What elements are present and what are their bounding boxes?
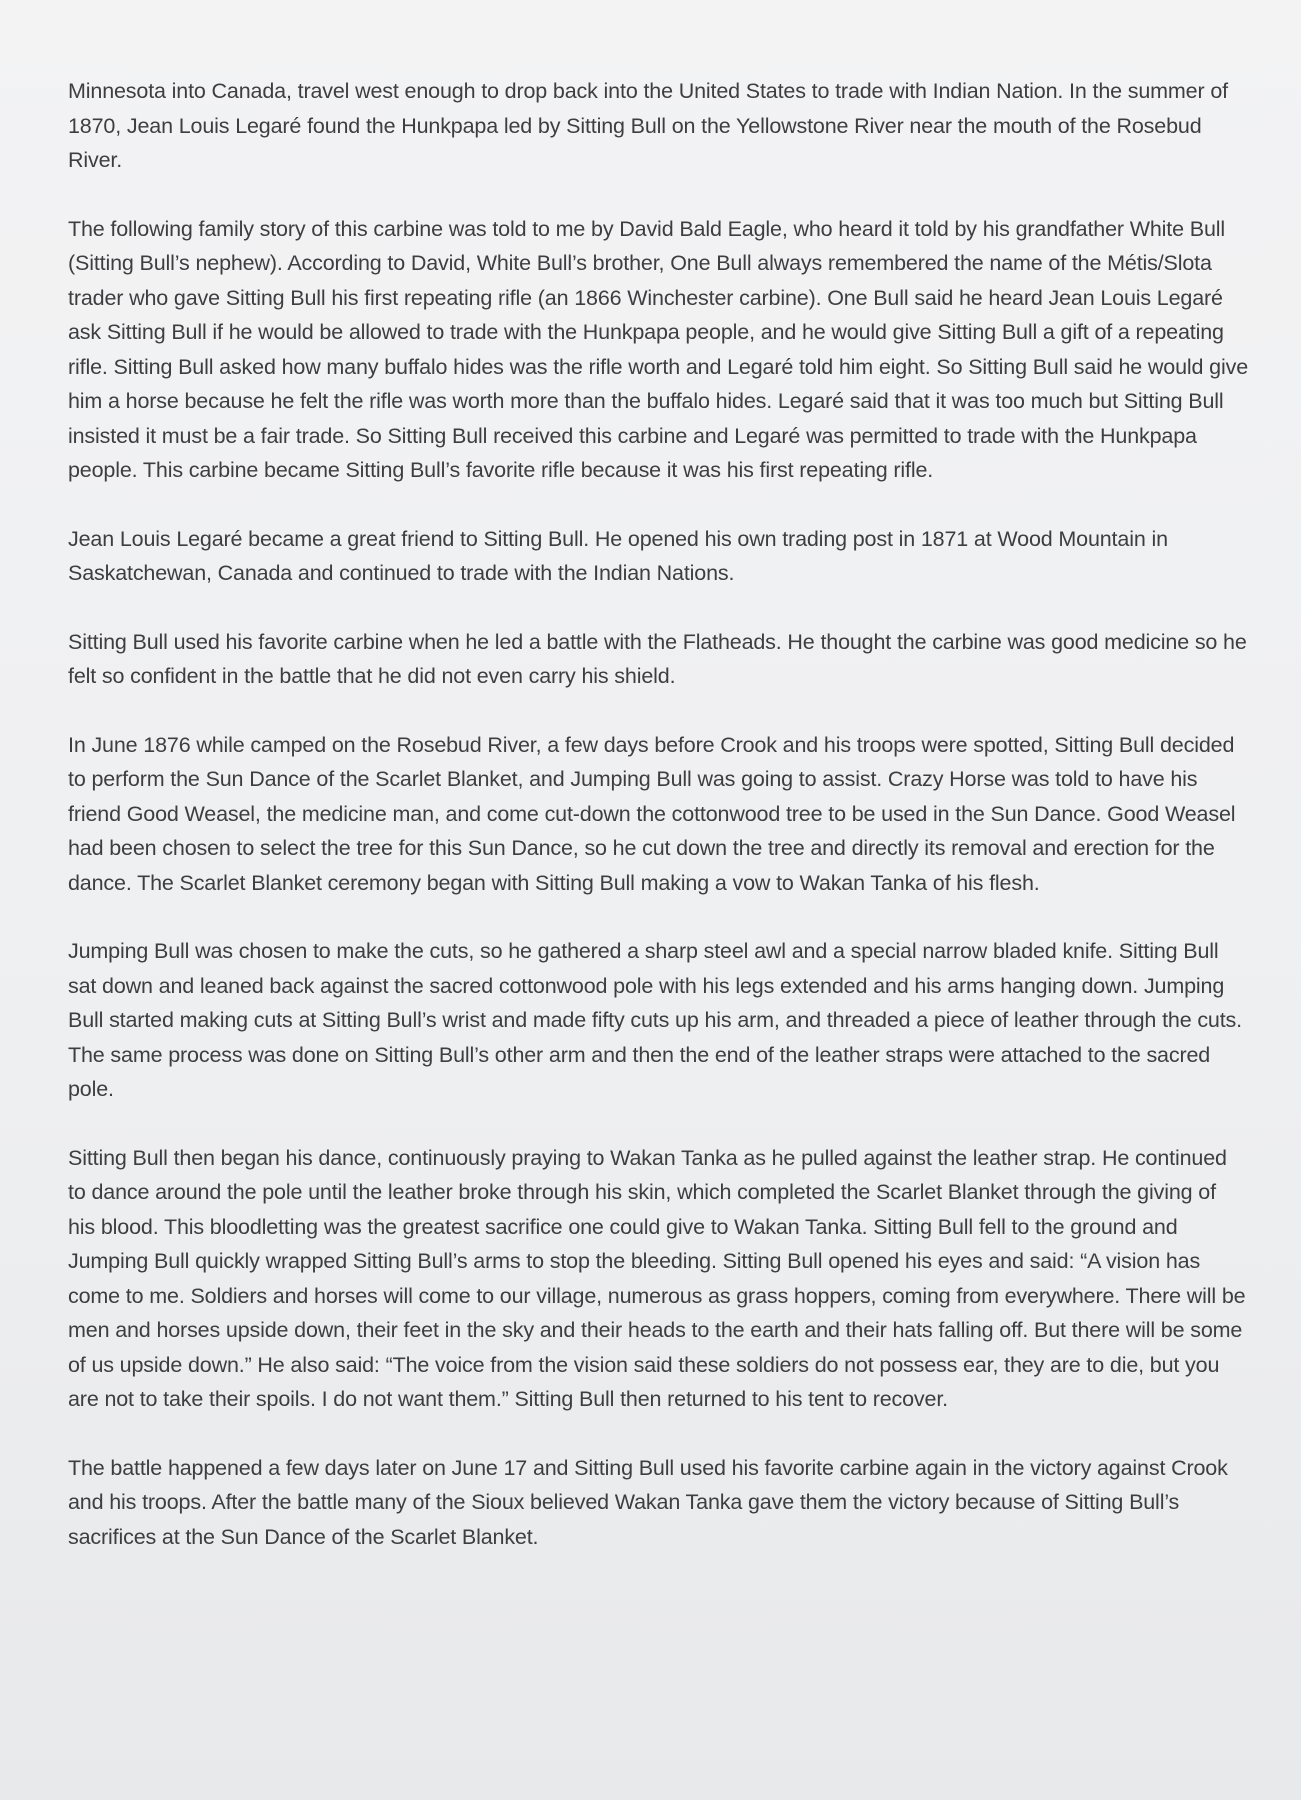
paragraph-cuts: Jumping Bull was chosen to make the cuts, so he gathered a sharp steel awl and a special narrow bladed knife. Sitting Bull sat down and leaned back against the sacred cottonwood pole with his legs extended and his arms hanging down. Jumping Bull started making cuts at Sitting Bull’s wrist and made fifty cuts up his arm, and threaded a piece of leather through the cuts. The same process was done on Sitting Bull’s other arm and then the end of the leather straps were attached to the sacred pole. — [68, 939, 1242, 1101]
paragraph-sun-dance: In June 1876 while camped on the Rosebud River, a few days before Crook and his troops were spotted, Sitting Bull decided to perform the Sun Dance of the Scarlet Blanket, and Jumping Bull was going to assist. Crazy Horse was told to have his friend Good Weasel, the medicine man, and come cut-down the cottonwood tree to be used in the Sun Dance. Good Weasel had been chosen to select the tree for this Sun Dance, so he cut down the tree and directly its removal and erection for the dance. The Scarlet Blanket ceremony began with Sitting Bull making a vow to Wakan Tanka of his flesh. — [68, 732, 1236, 895]
paragraph-legare-friend: Jean Louis Legaré became a great friend to Sitting Bull. He opened his own trading post in 1871 at Wood Mountain in Saskatchewan, Canada and continued to trade with the Indian Nations. — [68, 526, 1168, 585]
paragraph-vision: Sitting Bull then began his dance, continuously praying to Wakan Tanka as he pulled against the leather strap. He continued to dance around the pole until the leather broke through his skin, which completed the Scarlet Blanket through the giving of his blood. This bloodletting was the greatest sacrifice one could give to Wakan Tanka. Sitting Bull fell to the ground and Jumping Bull quickly wrapped Sitting Bull’s arms to stop the bleeding. Sitting Bull opened his eyes and said: “A vision has come to me. Soldiers and horses will come to our village, numerous as grass hoppers, coming from everywhere. There will be men and horses upside down, their feet in the sky and their heads to the earth and their hats falling off. But there will be some of us upside down.” He also said: “The voice from the vision said these soldiers do not possess ear, they are to die, but you are not to take their spoils. I do not want them.” Sitting Bull then returned to his tent to recover. — [68, 1145, 1246, 1411]
paragraph-carbine-story: The following family story of this carbine was told to me by David Bald Eagle, who heard it told by his grandfather White Bull (Sitting Bull’s nephew). According to David, White Bull’s brother, One Bull always remembered the name of the Métis/Slota trader who gave Sitting Bull his first repeating rifle (an 1866 Winchester carbine). One Bull said he heard Jean Louis Legaré ask Sitting Bull if he would be allowed to trade with the Hunkpapa people, and he would give Sitting Bull a gift of a repeating rifle. Sitting Bull asked how many buffalo hides was the rifle worth and Legaré told him eight. So Sitting Bull said he would give him a horse because he felt the rifle was worth more than the buffalo hides. Legaré said that it was too much but Sitting Bull insisted it must be a fair trade. So Sitting Bull received this carbine and Legaré was permitted to trade with the Hunkpapa people. This carbine became Sitting Bull’s favorite rifle because it was his first repeating rifle. — [68, 216, 1248, 482]
paragraph-legare-travel: Minnesota into Canada, travel west enough to drop back into the United States to trade with Indian Nation. In the summer of 1870, Jean Louis Legaré found the Hunkpapa led by Sitting Bull on the Yellowstone River near the mouth of the Rosebud River. — [68, 79, 1228, 172]
document-body — [68, 74, 1248, 1554]
paragraph-flatheads-battle: Sitting Bull used his favorite carbine when he led a battle with the Flatheads. He thought the carbine was good medicine so he felt so confident in the battle that he did not even carry his shield. — [68, 629, 1247, 688]
paragraph-battle-victory: The battle happened a few days later on June 17 and Sitting Bull used his favorite carbine again in the victory against Crook and his troops. After the battle many of the Sioux believed Wakan Tanka gave them the victory because of Sitting Bull’s sacrifices at the Sun Dance of the Scarlet Blanket. — [68, 1455, 1228, 1549]
